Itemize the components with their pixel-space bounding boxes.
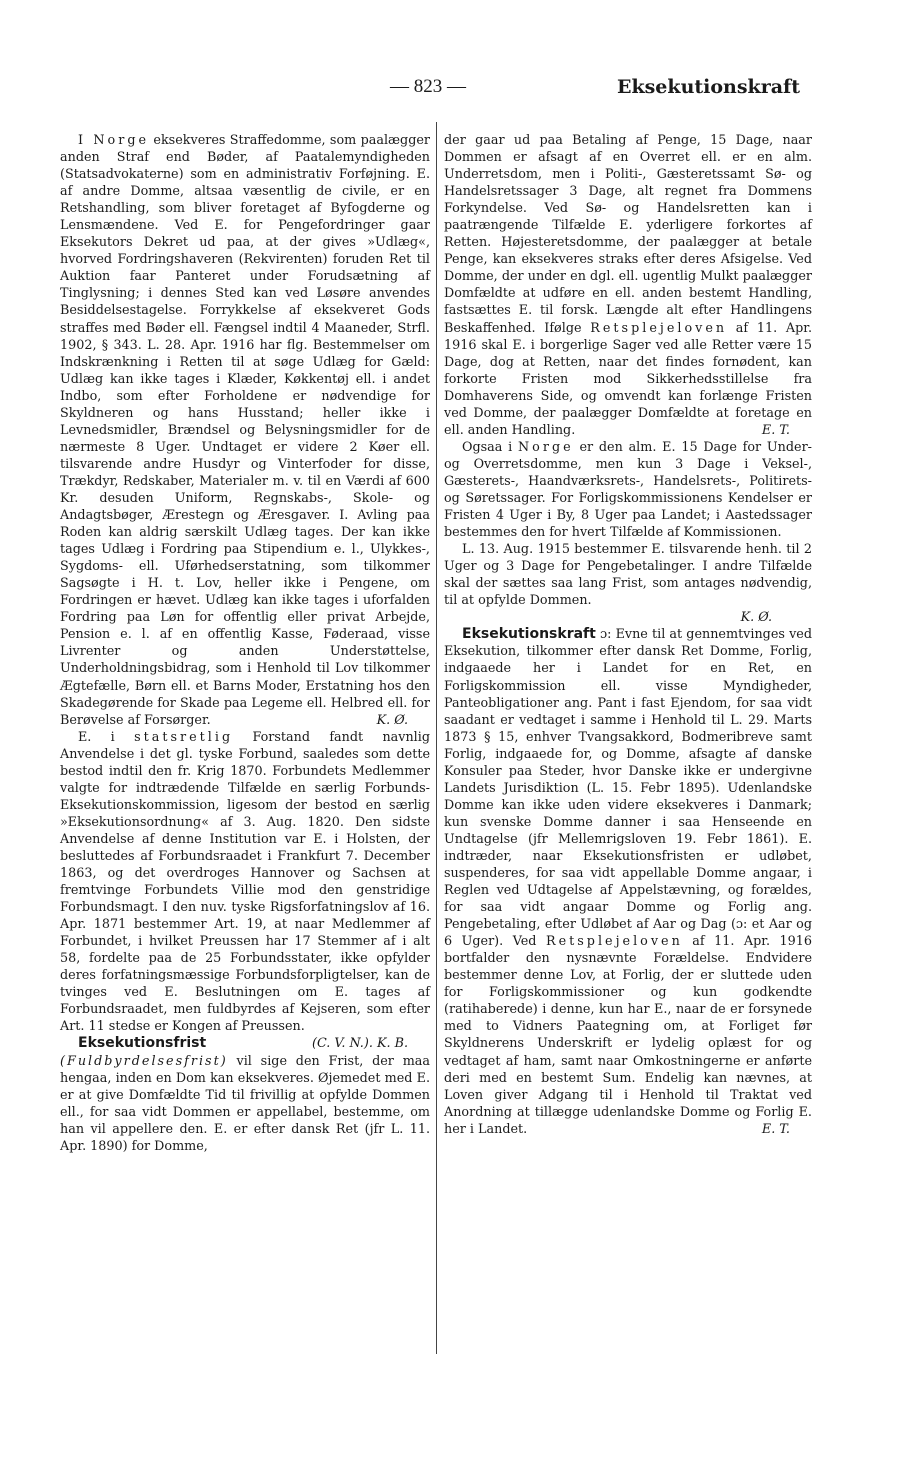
paragraph-text: vil sige den Frist, der maa hengaa, inden en Dom kan eksekveres. Øjemedet med E. er at give Domfældte Tid til frivillig at opfylde Dommen ell., for saa vidt Dommen er appellabel, bestemme, om han vil appellere den. E. er efter dansk Ret (jfr L. 11. Apr. 1890) for Domme,: [60, 1053, 430, 1154]
paragraph-norway-enforcement: [60, 132, 430, 729]
paragraph-lead: E. i: [78, 729, 115, 745]
headword: Eksekutionsfrist: [78, 1035, 207, 1052]
law-name: Retsplejeloven: [590, 320, 728, 336]
paragraph-norway-frist: [444, 439, 812, 541]
headword-gloss: (Fuldbyrdelsesfrist): [60, 1053, 228, 1069]
country-norway: I Norge: [78, 133, 150, 148]
running-title: Eksekutionskraft: [616, 76, 800, 98]
paragraph-text: ɔ: Evne til at gennemtvinges ved Eksekution, tilkommer efter dansk Ret Domme, Forlig, indgaaede her i Landet for en Ret, en Forligskommission ell. visse Myndigheder, Panteobligationer ang. Pant i fast Ejendom, for saa vidt saadant er vedtaget i samme i Henhold til L. 29. Marts 1873 § 15, enhver Tvangsakkord, Bodmeribreve samt Forlig, indgaaede for, og Domme, afsagte af danske Konsuler paa Steder, hvor Danske ikke er undergivne Landets Jurisdiktion (L. 15. Febr 1895). Udenlandske Domme kan ikke uden videre eksekveres i Danmark; kun svenske Domme danner i saa Henseende en Undtagelse (jfr Mellemrigsloven 19. Febr 1861). E. indtræder, naar Eksekutionsfristen er udløbet, suspenderes, for saa vidt appellable Domme angaar, i Reglen ved Udtagelse af Appelstævning, og forældes, for saa vidt angaar Domme og Forlig ang. Pengebetaling, efter Udløbet af Aar og Dag (ɔ: et Aar og 6 Uger). Ved: [444, 627, 812, 950]
paragraph-text: der gaar ud paa Betaling af Penge, 15 Dage, naar Dommen er afsagt af en Overret ell. er en alm. Underretsdom, men i Politi-, Gæsteretssamt Sø- og Handelsretssager 3 Dage, alt regnet fra Dommens Forkyndelse. Ved Sø- og Handelsretten kan i paatrængende Tilfælde E. yderligere forkortes af Retten. Højesteretsdomme, der paalægger at betale Penge, kan eksekveres straks efter deres Afsigelse. Ved Domme, der under en dgl. ell. ugentlig Mulkt paalægger Domfældte at udføre en ell. anden bestemt Handling, fastsættes E. til forsk. Længde alt efter Handlingens Beskaffenhed. Ifølge: [444, 133, 812, 336]
emphasis-statsretlig: statsretlig: [134, 729, 234, 745]
paragraph-text: Forstand fandt navnlig Anvendelse i det gl. tyske Forbund, saaledes som dette bestod indtil den fr. Krig 1870. Forbundets Medlemmer valgte for indtrædende Tilfælde en særlig Forbunds-Eksekutionskommission, ligesom der bestod en særlig »Eksekutionsordnung« af 3. Aug. 1820. Den sidste Anvendelse af denne Institution var E. i Holsten, der besluttedes af Forbundsraadet i Frankfurt 7. December 1863, og det overdroges Hannover og Sachsen at fremtvinge Forbundets Villie mod den genstridige Forbundsmagt. I den nuv. tyske Rigsforfatningslov af 16. Apr. 1871 bestemmer Art. 19, at naar Medlemmer af Forbundet, i hvilket Preussen har 17 Stemmer af i alt 58, fordelte paa de 25 Forbundsstater, ikke opfylder deres forfatningsmæssige Forbundsforpligtelser, kan de tvinges ved E. Beslutningen om E. tages af Forbundsraadet, men fuldbyrdes af Kejseren, som efter Art. 11 stedse er Kongen af Preussen.: [60, 729, 430, 1035]
left-column: [60, 132, 430, 1155]
entry-eksekutionskraft: [444, 626, 812, 1137]
right-column: [444, 132, 812, 1138]
paragraph-text: eksekveres Straffedomme, som paalægger anden Straf end Bøder, af Paatalemyndigheden (Statsadvokaterne) som en administrativ Forføjning. E. af andre Domme, altsaa væsentlig de civile, er en Retshandling, som bliver foretaget af Byfogderne og Lensmændene. Ved E. for Pengefordringer gaar Eksekutors Dekret ud paa, at der gives »Udlæg«, hvorved Fordringshaveren (Rekvirenten) foruden Ret til Auktion faar Panteret under Forudsætning af Tinglysning; i dennes Sted kan ved Løsøre anvendes Besiddelsestagelse. Forrykkelse af eksekveret Gods straffes med Bøder ell. Fængsel indtil 4 Maaneder, Strfl. 1902, § 343. L. 28. Apr. 1916 har flg. Bestemmelser om Indskrænkning i Retten til at søge Udlæg for Gæld: Udlæg kan ikke tages i Klæder, Køkkentøj ell. i andet Indbo, som efter Forholdene er nødvendige for Skyldneren og hans Husstand; heller ikke i Levnedsmidler, Brændsel og Belysningsmidler for de nærmeste 8 Uger. Undtaget er videre 2 Køer ell. tilsvarende andre Husdyr og Vinterfoder for disse, Trækdyr, Redskaber, Materialer m. v. til en Værdi af 600 Kr. desuden Uniform, Regnskabs-, Skole- og Andagtsbøger, Ærestegn og Æresgaver. I. Avling paa Roden kan aldrig særskilt Udlæg tages. Der kan ikke tages Udlæg i Fordring paa Stipendium e. l., Ulykkes-, Sygdoms- ell. Uførhedserstatning, som tilkommer Sagsøgte i H. t. Lov, heller ikke i Pengene, om Fordringen er hævet. Udlæg kan ikke tages i uforfalden Fordring paa Løn for offentlig eller privat Arbejde, Pension e. l. af en offentlig Kasse, Føderaad, visse Livrenter og anden Understøttelse, Underholdningsbidrag, som i Henhold til Lov tilkommer Ægtefælle, Børn ell. et Barns Moder, Erstatning hos den Skadegørende for Skade paa Legeme ell. Helbred ell. for Berøvelse af Forsørger.: [60, 133, 430, 728]
paragraph-text: L. 13. Aug. 1915 bestemmer E. tilsvarende henh. til 2 Uger og 3 Dage for Pengebetalinger. I andre Tilfælde skal der sættes saa lang Frist, som antages nødvendig, til at opfylde Dommen.: [444, 542, 812, 609]
page-header: [60, 76, 800, 106]
author-signature: K. Ø.: [376, 712, 408, 728]
country-norway: Norge: [518, 439, 574, 455]
page-number: — 823 —: [390, 76, 466, 97]
paragraph-text: af 11. Apr. 1916 bortfalder den nysnævnte Forældelse. Endvidere bestemmer denne Lov, at Forlig, der er sluttede uden for Forligskommissioner og kun godkendte (ratihaberede) i denne, kun har E., naar de er forsynede med to Vidners Paategning om, at Forliget før Skyldnerens Underskrift er lydelig oplæst for og vedtaget af ham, samt naar Omkostningerne er anførte deri med en bestemt Sum. Endelig kan nævnes, at Loven giver Adgang til i Henhold til Traktat ved Anordning at tillægge udenlandske Domme og Forlig E. her i Landet.: [444, 934, 813, 1137]
paragraph-text: er den alm. E. 15 Dage for Under- og Overretsdomme, men kun 3 Dage i Veksel-, Gæsterets-, Haandværksrets-, Handelsrets-, Politirets- og Søretssager. For Forligskommissionens Kendelser er Fristen 4 Uger i By, 8 Uger paa Landet; i Aastedssager bestemmes den for hvert Tilfælde af Kommissionen.: [444, 439, 812, 541]
author-signature: K. Ø.: [740, 610, 772, 626]
author-signature: (C. V. N.). K. B.: [312, 1036, 408, 1052]
author-signature: E. T.: [761, 1121, 790, 1137]
paragraph-continuation: [444, 132, 812, 439]
law-name: Retsplejeloven: [545, 934, 683, 950]
author-signature: E. T.: [761, 422, 790, 438]
entry-eksekutionsfrist: [60, 1035, 430, 1154]
paragraph-lead: Ogsaa i: [462, 439, 519, 455]
paragraph-law-1915: [444, 541, 812, 626]
headword: Eksekutionskraft: [462, 626, 596, 643]
column-divider: [436, 122, 437, 1354]
paragraph-text: af 11. Apr. 1916 skal E. i borgerlige Sager ved alle Retter være 15 Dage, dog at Retten, naar det findes fornødent, kan forkorte Fristen mod Sikkerhedsstillelse fra Domhaverens Side, og omvendt kan forlænge Fristen ved Domme, der paalægger Domfældte at foretage en ell. anden Handling.: [444, 320, 812, 438]
